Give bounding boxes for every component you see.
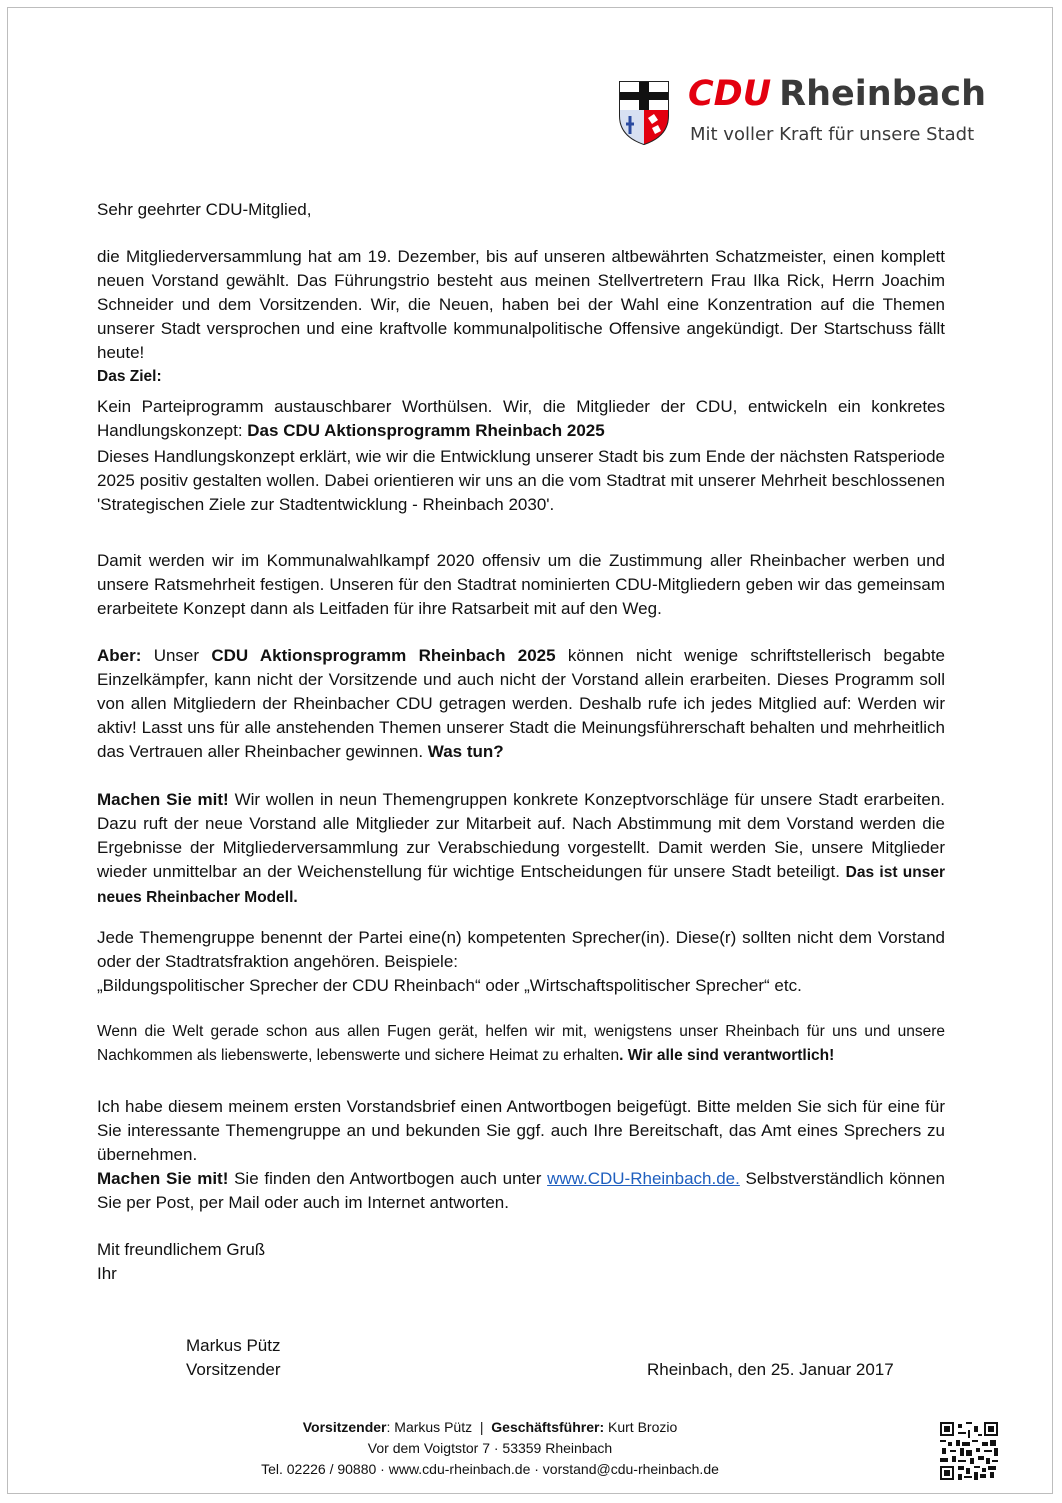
speaker-block (97, 926, 945, 998)
response-paragraph: Ich habe diesem meinem ersten Vorstandsbrief einen Antwortbogen beigefügt. Bitte melden Sie sich für eine für Sie interessante Themengruppe an und bekunden Sie ggf. auch Ihre Bereitschaft, das Amt eines Sprechers zu übernehmen. (97, 1097, 945, 1164)
website-link[interactable]: www.CDU-Rheinbach.de. (547, 1169, 740, 1188)
goal-heading: Das Ziel: (97, 368, 162, 385)
coat-of-arms-icon (618, 80, 670, 146)
speaker-examples: „Bildungspolitischer Sprecher der CDU Rheinbach“ oder „Wirtschaftspolitischer Sprecher“ etc. (97, 976, 802, 995)
campaign-paragraph: Damit werden wir im Kommunalwahlkampf 2020 offensiv um die Zustimmung aller Rheinbacher werben und unsere Ratsmehrheit festigen. Unseren für den Stadtrat nominierten CDU-Mitgliedern geben wir das gemeinsam erarbeitete Konzept dann als Leitfaden für ihre Ratsarbeit mit auf den Weg. (97, 551, 945, 618)
signature-block (186, 1334, 281, 1382)
closing (97, 1238, 265, 1286)
responsibility-paragraph (97, 1020, 945, 1068)
footer-address: Vor dem Voigtstor 7 · 53359 Rheinbach (367, 1440, 613, 1456)
footer-manager-label: Geschäftsführer: (491, 1419, 605, 1435)
salutation: Sehr geehrter CDU-Mitglied, (97, 200, 312, 219)
cdu-logo (618, 74, 1008, 154)
program-name: Das CDU Aktionsprogramm Rheinbach 2025 (247, 421, 605, 440)
model-statement: Das ist unser neues Rheinbacher Modell. (97, 864, 945, 906)
responsibility-block (97, 1020, 945, 1068)
logo-slogan: Mit voller Kraft für unsere Stadt (690, 124, 975, 145)
logo-city: Rheinbach (779, 74, 987, 114)
footer-manager-value: Kurt Brozio (604, 1419, 678, 1435)
salutation-block (97, 198, 945, 222)
goal-block (97, 395, 945, 517)
join-block (97, 788, 945, 910)
call-block (97, 644, 945, 764)
signer-name: Markus Pütz (186, 1336, 281, 1355)
join-label-2: Machen Sie mit! (97, 1169, 229, 1188)
closing-ihr: Ihr (97, 1264, 117, 1283)
footer (200, 1417, 780, 1480)
response-block (97, 1095, 945, 1215)
footer-separator: | (472, 1419, 492, 1435)
goal-text: Kein Parteiprogramm austauschbarer Worthülsen. Wir, die Mitglieder der CDU, entwickeln ein konkretes Handlungskonzept: (97, 397, 945, 440)
responsibility-text: Wenn die Welt gerade schon aus allen Fugen gerät, helfen wir mit, wenigstens unser Rheinbach für uns und unsere Nachkommen als liebenswerte, lebenswerte und sichere Heimat zu erhalten (97, 1023, 945, 1064)
logo-brand: CDU (688, 74, 772, 114)
online-text-1: Sie finden den Antwortbogen auch unter (228, 1169, 548, 1188)
online-text-2: Selbstverständlich können Sie per Post, per Mail oder auch im Internet antworten. (97, 1169, 945, 1212)
goal-paragraph (97, 395, 945, 443)
campaign-block (97, 549, 945, 621)
signer-role: Vorsitzender (186, 1360, 281, 1379)
concept-paragraph: Dieses Handlungskonzept erklärt, wie wir die Entwicklung unserer Stadt bis zum Ende der nächsten Ratsperiode 2025 positiv gestalten wollen. Dabei orientieren wir uns an die vom Stadtrat mit unserer Mehrheit beschlossenen 'Strategischen Ziele zur Stadtentwicklung - Rheinbach 2030'. (97, 447, 945, 514)
footer-chair-label: Vorsitzender (302, 1419, 387, 1435)
join-paragraph (97, 788, 945, 910)
online-paragraph (97, 1167, 945, 1215)
program-name-2: CDU Aktionsprogramm Rheinbach 2025 (211, 646, 556, 665)
join-text: Wir wollen in neun Themengruppen konkrete Konzeptvorschläge für unsere Stadt erarbeiten. Dazu ruft der neue Vorstand alle Mitglieder zur Mitarbeit auf. Nach Abstimmung mit dem Vorstand werden die Ergebnisse der Mitgliederversammlung zur Verabschiedung vorgestellt. Damit werden Sie, unsere Mitglieder wieder unmittelbar an der Weichenstellung für wichtige Entscheidungen für unsere Stadt beteiligt. (97, 790, 945, 881)
call-paragraph (97, 644, 945, 764)
call-text-1: Unser (141, 646, 212, 665)
place-date: Rheinbach, den 25. Januar 2017 (647, 1360, 894, 1379)
footer-chair-value: : Markus Pütz (386, 1419, 473, 1435)
qr-code-icon (940, 1422, 998, 1480)
what-to-do: Was tun? (427, 742, 504, 761)
footer-contact: Tel. 02226 / 90880 · www.cdu-rheinbach.de · vorstand@cdu-rheinbach.de (261, 1461, 719, 1477)
responsibility-statement: . Wir alle sind verantwortlich! (619, 1047, 835, 1064)
intro-block (97, 245, 945, 389)
footer-officers (200, 1417, 780, 1438)
join-label: Machen Sie mit! (97, 790, 229, 809)
speaker-paragraph: Jede Themengruppe benennt der Partei eine(n) kompetenten Sprecher(in). Diese(r) sollten nicht dem Vorstand oder der Stadtratsfraktion angehören. Beispiele: (97, 928, 945, 971)
intro-paragraph: die Mitgliederversammlung hat am 19. Dezember, bis auf unseren altbewährten Schatzmeister, einen komplett neuen Vorstand gewählt. Das Führungstrio besteht aus meinen Stellvertretern Frau Ilka Rick, Herrn Joachim Schneider und dem Vorsitzenden. Wir, die Neuen, haben bei der Wahl eine Konzentration auf die Themen unserer Stadt versprochen und eine kraftvolle kommunalpolitische Offensive angekündigt. Der Startschuss fällt heute! (97, 247, 945, 362)
call-text-2: können nicht wenige schriftstellerisch begabte Einzelkämpfer, kann nicht der Vorsitzende und auch nicht der Vorstand allein erarbeiten. Dieses Programm soll von allen Mitgliedern der Rheinbacher CDU getragen werden. Deshalb rufe ich jedes Mitglied auf: Werden wir aktiv! Lasst uns für alle anstehenden Themen unserer Stadt die Meinungsführerschaft behalten und mehrheitlich das Vertrauen aller Rheinbacher gewinnen. (97, 646, 946, 761)
but-label: Aber: (97, 646, 142, 665)
closing-greeting: Mit freundlichem Gruß (97, 1240, 266, 1259)
